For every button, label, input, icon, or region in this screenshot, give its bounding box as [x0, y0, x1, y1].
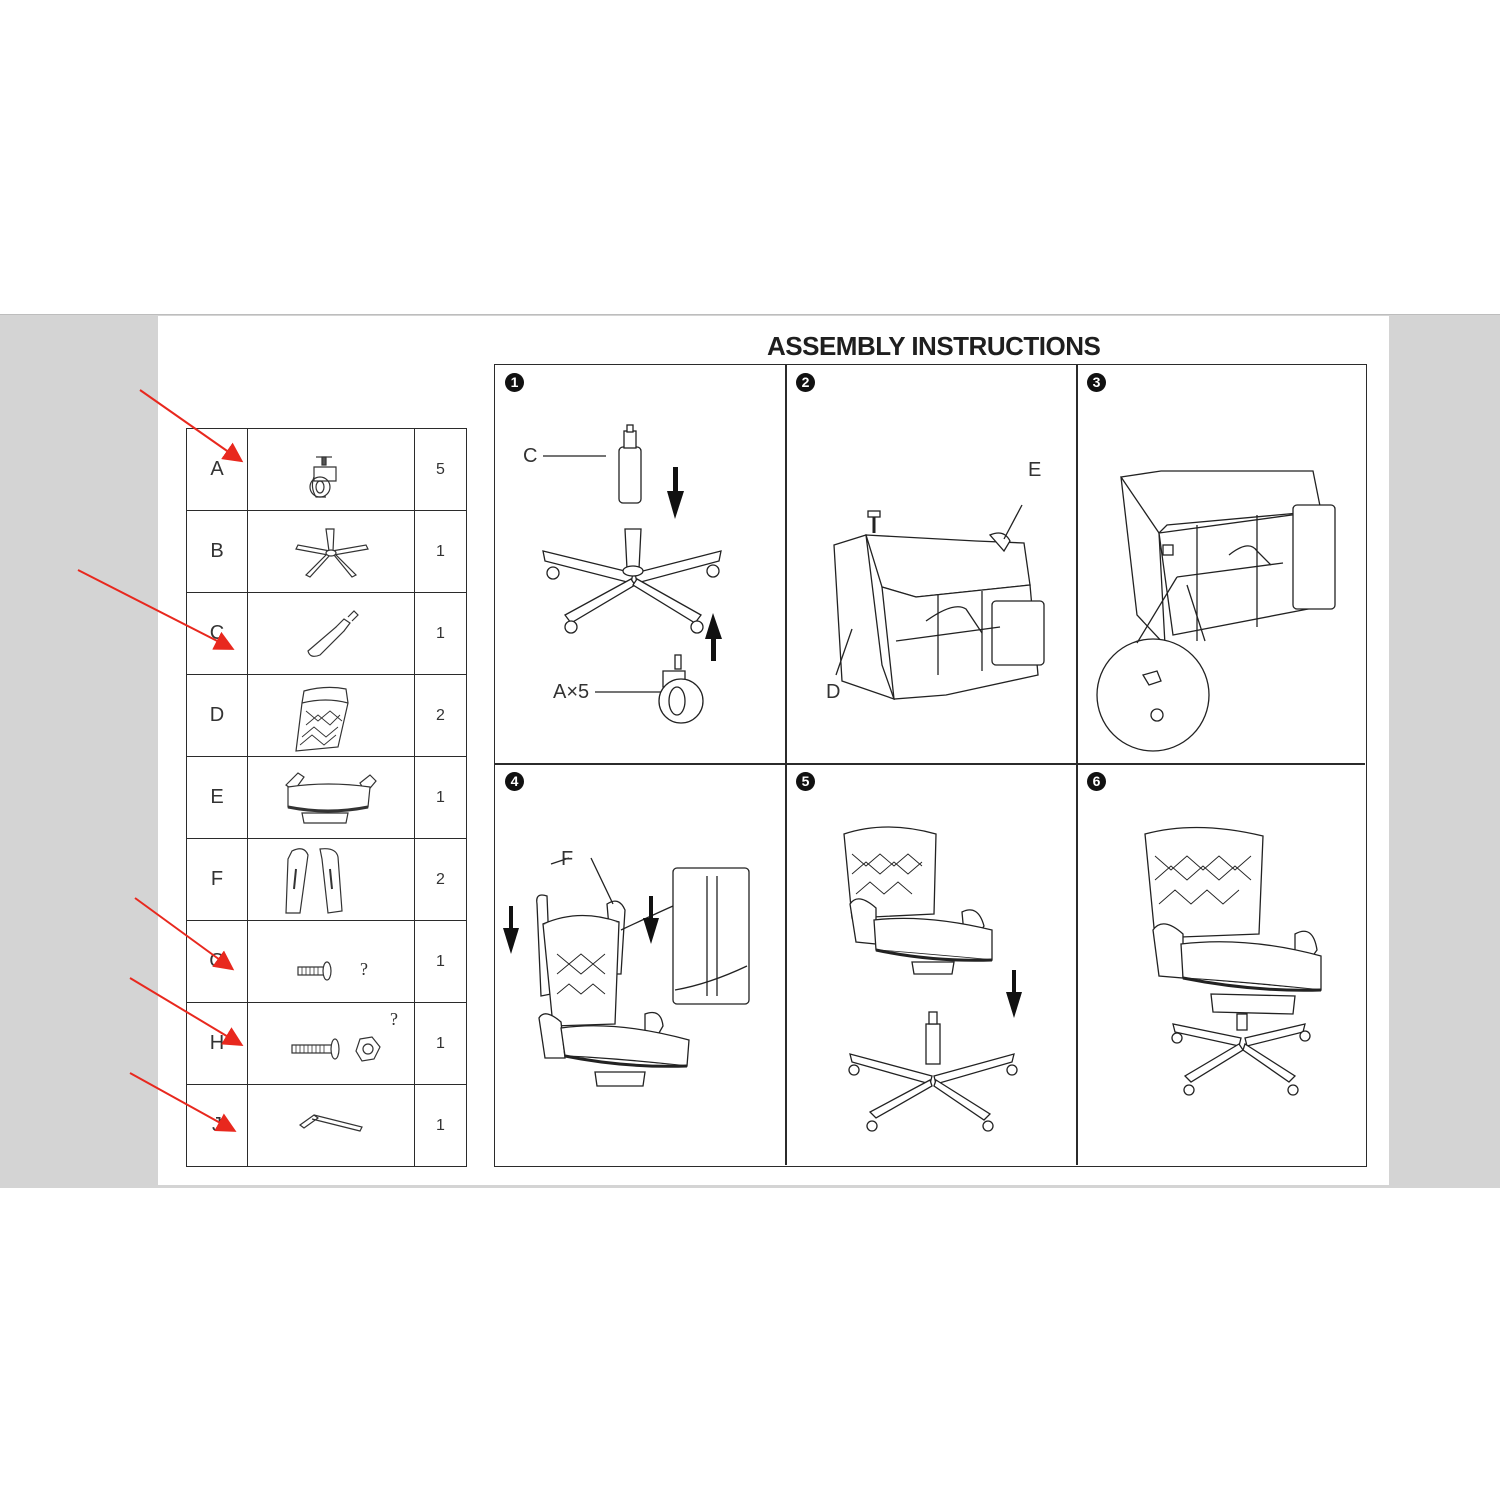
part-letter: D — [187, 675, 248, 757]
part-note: ? — [360, 959, 368, 979]
table-row — [187, 511, 467, 593]
step-4-panel — [495, 764, 785, 1164]
step-number: 4 — [505, 772, 524, 791]
parts-list-table — [186, 428, 467, 1167]
assembly-steps-grid — [494, 364, 1367, 1167]
part-letter: E — [187, 757, 248, 839]
backrest-icon — [248, 675, 414, 756]
part-letter: A — [187, 429, 248, 511]
step-2-panel — [786, 365, 1076, 763]
step-number: 2 — [796, 373, 815, 392]
part-quantity: 5 — [415, 429, 467, 511]
table-row — [187, 593, 467, 675]
part-label: C — [523, 445, 538, 467]
table-row — [187, 839, 467, 921]
caster-wheel-icon — [248, 429, 414, 510]
step-number: 3 — [1087, 373, 1106, 392]
part-quantity: 2 — [415, 675, 467, 757]
part-quantity: 1 — [415, 511, 467, 593]
step-6-panel — [1077, 764, 1367, 1164]
star-base-icon — [248, 511, 414, 592]
step-number: 6 — [1087, 772, 1106, 791]
step-6-diagram — [1077, 764, 1367, 1164]
allen-key-icon — [248, 1085, 414, 1166]
part-note: ? — [390, 1009, 398, 1029]
part-quantity: 1 — [415, 1003, 467, 1085]
part-letter: H — [187, 1003, 248, 1085]
table-row — [187, 675, 467, 757]
part-label: F — [561, 848, 574, 870]
step-1-diagram — [495, 365, 785, 763]
table-row — [187, 1003, 467, 1085]
part-letter: F — [187, 839, 248, 921]
part-quantity: 1 — [415, 1085, 467, 1167]
step-number: 1 — [505, 373, 524, 392]
step-5-panel — [786, 764, 1076, 1164]
page-title: ASSEMBLY INSTRUCTIONS — [767, 331, 1101, 361]
part-letter: C — [187, 593, 248, 675]
part-letter: B — [187, 511, 248, 593]
bolt-and-nut-icon — [248, 1003, 414, 1084]
table-row — [187, 921, 467, 1003]
seat-icon — [248, 757, 414, 838]
step-3-diagram — [1077, 365, 1367, 763]
part-quantity: 1 — [415, 921, 467, 1003]
table-row — [187, 429, 467, 511]
step-number: 5 — [796, 772, 815, 791]
step-4-diagram — [495, 764, 785, 1164]
screw-icon — [248, 921, 414, 1002]
part-quantity: 2 — [415, 839, 467, 921]
part-label: E — [1028, 459, 1042, 481]
gas-cylinder-icon — [248, 593, 414, 674]
step-5-diagram — [786, 764, 1076, 1164]
part-letter: J — [187, 1085, 248, 1167]
table-row — [187, 757, 467, 839]
part-label: A×5 — [553, 681, 590, 703]
part-quantity: 1 — [415, 757, 467, 839]
part-quantity: 1 — [415, 593, 467, 675]
table-row — [187, 1085, 467, 1167]
step-1-panel — [495, 365, 785, 763]
armrest-icon — [248, 839, 414, 920]
part-label: D — [826, 681, 841, 703]
part-letter: G — [187, 921, 248, 1003]
step-3-panel — [1077, 365, 1367, 763]
